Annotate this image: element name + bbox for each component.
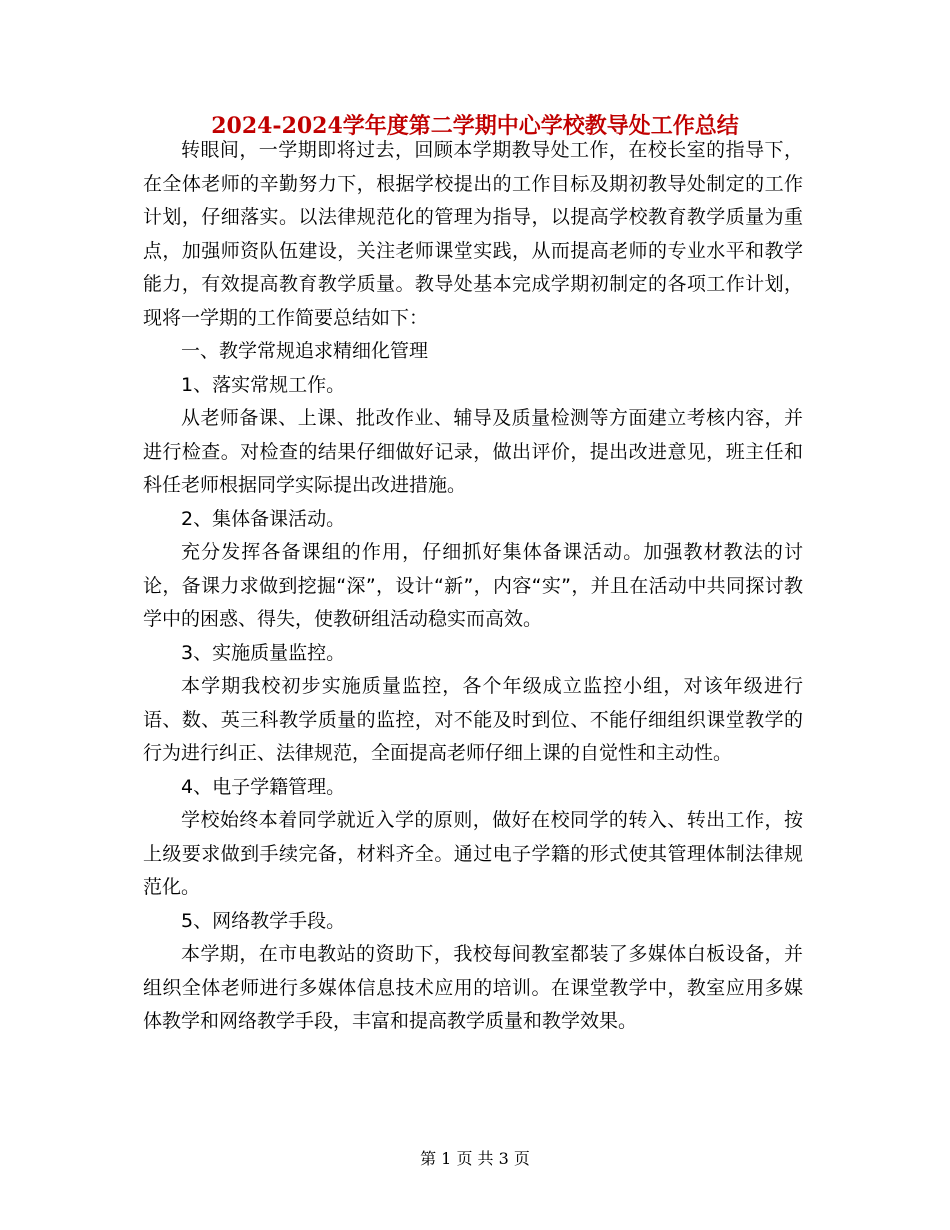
intro-paragraph: 转眼间，一学期即将过去，回顾本学期教导处工作，在校长室的指导下，在全体老师的辛勤努力下，根据学校提出的工作目标及期初教导处制定的工作计划，仔细落实。以法律规范化的管理为指导，以提高学校教育教学质量为重点，加强师资队伍建设，关注老师课堂实践，从而提高老师的专业水平和教学能力，有效提高教育教学质量。教导处基本完成学期初制定的各项工作计划，现将一学期的工作简要总结如下：: [143, 139, 803, 329]
paragraph-2: 充分发挥各备课组的作用，仔细抓好集体备课活动。加强教材教法的讨论，备课力求做到挖掘“深”，设计“新”，内容“实”，并且在活动中共同探讨教学中的困惑、得失，使教研组活动稳实而高效。: [143, 541, 803, 630]
paragraph-1: 从老师备课、上课、批改作业、辅导及质量检测等方面建立考核内容，并进行检查。对检查的结果仔细做好记录，做出评价，提出改进意见，班主任和科任老师根据同学实际提出改进措施。: [143, 407, 803, 496]
subheading-4: 4、电子学籍管理。: [181, 775, 346, 798]
paragraph-5: 本学期，在市电教站的资助下，我校每间教室都装了多媒体白板设备，并组织全体老师进行多媒体信息技术应用的培训。在课堂教学中，教室应用多媒体教学和网络教学手段，丰富和提高教学质量和教学效果。: [143, 943, 803, 1032]
document-title: 2024-2024学年度第二学期中心学校教导处工作总结: [211, 113, 739, 139]
document-body: [143, 134, 803, 1039]
paragraph-3: 本学期我校初步实施质量监控，各个年级成立监控小组，对该年级进行语、数、英三科教学质量的监控，对不能及时到位、不能仔细组织课堂教学的行为进行纠正、法律规范，全面提高老师仔细上课的自觉性和主动性。: [143, 675, 803, 764]
page-footer: 第 1 页 共 3 页: [420, 1149, 530, 1168]
paragraph-4: 学校始终本着同学就近入学的原则，做好在校同学的转入、转出工作，按上级要求做到手续完备，材料齐全。通过电子学籍的形式使其管理体制法律规范化。: [143, 809, 803, 898]
subheading-3: 3、实施质量监控。: [181, 641, 346, 664]
subheading-2: 2、集体备课活动。: [181, 507, 346, 530]
subheading-1: 1、落实常规工作。: [181, 373, 346, 396]
subheading-5: 5、网络教学手段。: [181, 909, 346, 932]
section-heading: 一、教学常规追求精细化管理: [181, 340, 429, 362]
